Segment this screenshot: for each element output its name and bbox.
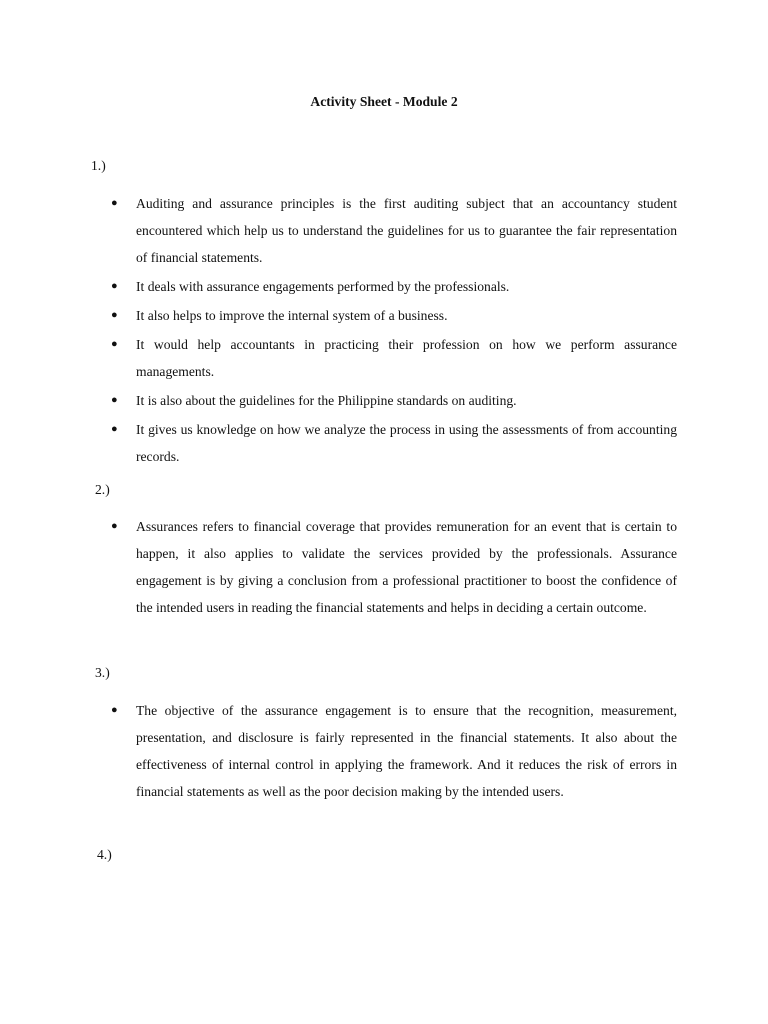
list-item-text: The objective of the assurance engagement is to ensure that the recognition, measurement, presentation, and disclosure is fairly represented in the financial statements. It also about the effectiveness of internal control in applying the framework. And it reduces the risk of errors in financial statements as well as the poor decision making by the intended users. xyxy=(136,703,677,799)
list-item-text: It is also about the guidelines for the Philippine standards on auditing. xyxy=(136,393,517,408)
section-2-bullets xyxy=(110,513,677,623)
list-item xyxy=(110,331,677,385)
list-item-text: It deals with assurance engagements performed by the professionals. xyxy=(136,279,510,294)
list-item xyxy=(110,697,677,805)
bullet-icon: ● xyxy=(111,394,118,406)
list-item xyxy=(110,513,677,621)
bullet-icon: ● xyxy=(111,520,118,532)
bullet-icon: ● xyxy=(111,704,118,716)
bullet-icon: ● xyxy=(111,309,118,321)
list-item xyxy=(110,190,677,271)
bullet-icon: ● xyxy=(111,197,118,209)
list-item xyxy=(110,416,677,470)
list-item-text: Auditing and assurance principles is the first auditing subject that an accountancy student encountered which help us to understand the guidelines for us to guarantee the fair representation of financial statements. xyxy=(136,196,677,265)
list-item-text: Assurances refers to financial coverage that provides remuneration for an event that is certain to happen, it also applies to validate the services provided by the professionals. Assurance engagement is by giving a conclusion from a professional practitioner to boost the confidence of the intended users in reading the financial statements and helps in deciding a certain outcome. xyxy=(136,519,677,615)
bullet-icon: ● xyxy=(111,280,118,292)
section-number-3: 3.) xyxy=(95,665,110,680)
list-item xyxy=(110,273,677,300)
list-item-text: It also helps to improve the internal system of a business. xyxy=(136,308,448,323)
bullet-icon: ● xyxy=(111,338,118,350)
list-item-text: It would help accountants in practicing their profession on how we perform assurance managements. xyxy=(136,337,677,379)
section-number-4: 4.) xyxy=(97,847,112,862)
list-item xyxy=(110,302,677,329)
document-title: Activity Sheet - Module 2 xyxy=(310,94,458,109)
section-3-bullets xyxy=(110,697,677,807)
section-number-1: 1.) xyxy=(91,158,106,173)
bullet-icon: ● xyxy=(111,423,118,435)
section-number-2: 2.) xyxy=(95,482,110,497)
list-item xyxy=(110,387,677,414)
list-item-text: It gives us knowledge on how we analyze the process in using the assessments of from accounting records. xyxy=(136,422,677,464)
section-1-bullets xyxy=(110,190,677,472)
